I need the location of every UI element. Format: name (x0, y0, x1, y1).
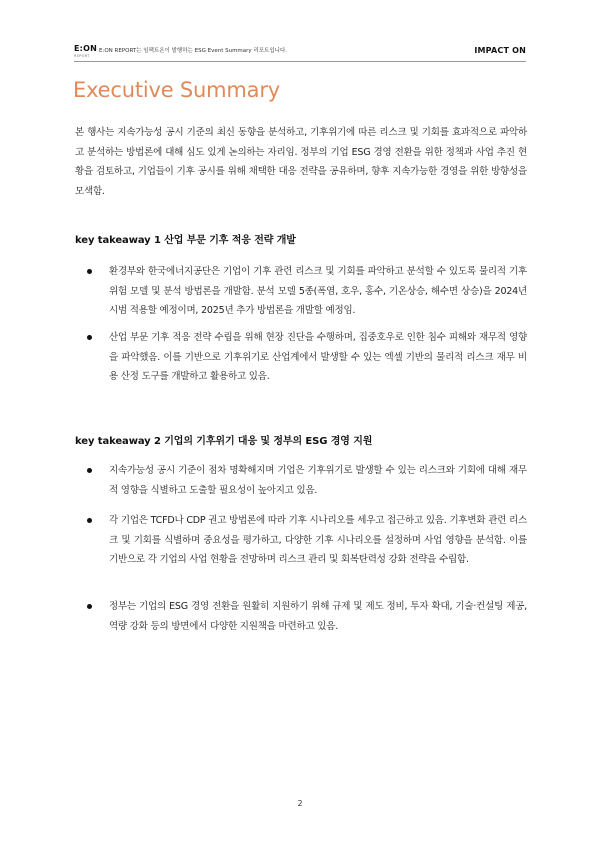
page-number: 2 (297, 799, 303, 808)
header-description: E:ON REPORT는 임팩트온이 발행하는 ESG Event Summary 리포트입니다. (99, 48, 288, 54)
brand-logo-main: E:ON (74, 44, 97, 53)
section-heading-takeaway-2: key takeaway 2 기업의 기후위기 대응 및 정부의 ESG 경영 지원 (75, 436, 373, 447)
bullet-icon (87, 518, 92, 523)
intro-paragraph: 본 행사는 지속가능성 공시 기준의 최신 동향을 분석하고, 기후위기에 따른 리스크 및 기회를 효과적으로 파악하고 분석하는 방법론에 대해 심도 있게 논의하는 자리임. 정부의 기업 ESG 경영 전환을 위한 정책과 사업 추진 현황을 검토하고, 기업들이 기후 공시를 위해 채택한 대응 전략을 공유하며, 향후 지속가능한 경영을 위한 방향성을 모색함. (75, 127, 527, 197)
bullet-icon (87, 269, 92, 274)
list-item-text: 산업 부문 기후 적응 전략 수립을 위해 현장 진단을 수행하며, 집중호우로 인한 침수 피해와 재무적 영향을 파악했음. 이를 기반으로 기후위기로 산업계에서 발생할 수 있는 엑셀 기반의 물리적 리스크 재무 비용 산정 도구를 개발하고 활용하고 있음. (109, 332, 527, 382)
brand-logo-sub: REPORT (74, 54, 90, 58)
impact-on-logo: IMPACT ON (474, 46, 526, 55)
list-item-text: 환경부와 한국에너지공단은 기업이 기후 관련 리스크 및 기회를 파악하고 분석할 수 있도록 물리적 기후 위험 모델 및 분석 방법론을 개발함. 분석 모델 5종(폭염, 호우, 홍수, 기온상승, 해수면 상승)을 2024년 시범 적용할 예정이며, 2025년 추가 방법론을 개발할 예정임. (109, 266, 527, 316)
page-header (74, 42, 526, 62)
list-item-text: 정부는 기업의 ESG 경영 전환을 원활히 지원하기 위해 규제 및 제도 정비, 투자 확대, 기술·컨설팅 제공, 역량 강화 등의 방면에서 다양한 지원책을 마련하고 있음. (109, 601, 527, 632)
bullet-icon (87, 604, 92, 609)
list-item-text: 각 기업은 TCFD나 CDP 권고 방법론에 따라 기후 시나리오를 세우고 접근하고 있음. 기후변화 관련 리스크 및 기회를 식별하며 중요성을 평가하고, 다양한 기후 시나리오를 설정하며 사업 영향을 분석함. 이를 기반으로 각 기업의 사업 현황을 전망하며 리스크 관리 및 회복탄력성 강화 전략을 수립함. (109, 515, 527, 565)
list-item-text: 지속가능성 공시 기준이 점차 명확해지며 기업은 기후위기로 발생할 수 있는 리스크와 기회에 대해 재무적 영향을 식별하고 도출할 필요성이 높아지고 있음. (109, 465, 527, 496)
eon-report-logo (74, 42, 96, 60)
header-divider (74, 61, 526, 62)
bullet-icon (87, 468, 92, 473)
section-heading-takeaway-1: key takeaway 1 산업 부문 기후 적응 전략 개발 (75, 235, 296, 246)
bullet-icon (87, 335, 92, 340)
page-title: Executive Summary (73, 78, 280, 102)
